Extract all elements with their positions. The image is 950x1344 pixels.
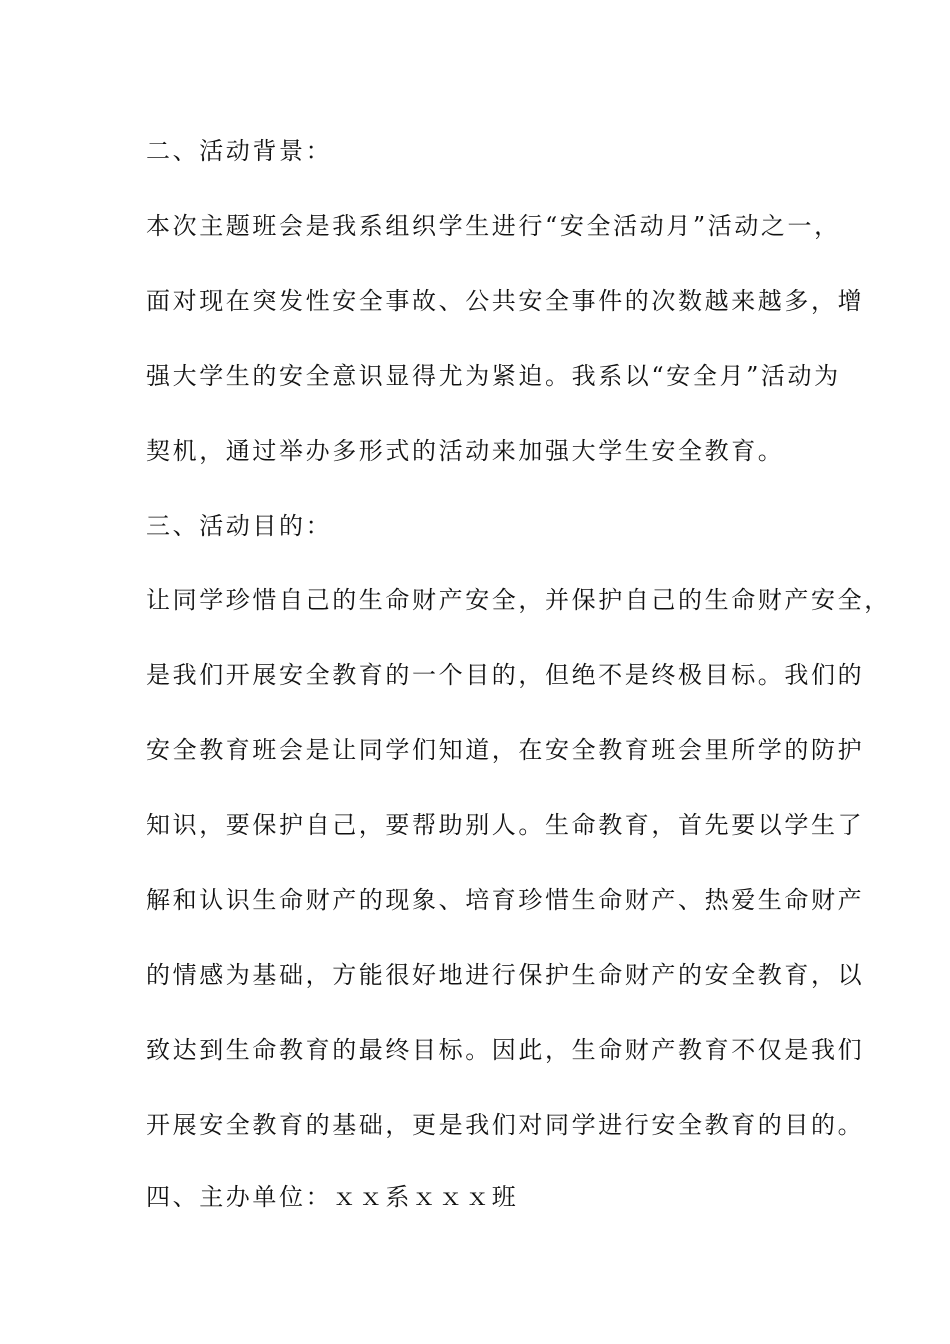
- paragraph-line: 是我们开展安全教育的一个目的，但绝不是终极目标。我们的: [146, 661, 865, 689]
- paragraph-line: 安全教育班会是让同学们知道，在安全教育班会里所学的防护: [146, 736, 865, 764]
- paragraph-line: 契机，通过举办多形式的活动来加强大学生安全教育。: [146, 437, 785, 465]
- paragraph-line: 致达到生命教育的最终目标。因此，生命财产教育不仅是我们: [146, 1036, 865, 1064]
- paragraph-line: 知识，要保护自己，要帮助别人。生命教育，首先要以学生了: [146, 811, 865, 839]
- paragraph-line: 面对现在突发性安全事故、公共安全事件的次数越来越多，增: [146, 287, 865, 315]
- section-heading-organizer: 四、主办单位：ｘｘ系ｘｘｘ班: [146, 1183, 519, 1211]
- paragraph-line: 强大学生的安全意识显得尤为紧迫。我系以“安全月”活动为: [146, 362, 841, 390]
- paragraph-line: 开展安全教育的基础，更是我们对同学进行安全教育的目的。: [146, 1111, 865, 1139]
- paragraph-line: 解和认识生命财产的现象、培育珍惜生命财产、热爱生命财产: [146, 886, 865, 914]
- paragraph-line: 本次主题班会是我系组织学生进行“安全活动月”活动之一，: [146, 212, 841, 240]
- section-heading-purpose: 三、活动目的：: [146, 512, 333, 540]
- paragraph-line: 的情感为基础，方能很好地进行保护生命财产的安全教育，以: [146, 961, 865, 989]
- section-heading-background: 二、活动背景：: [146, 137, 333, 165]
- paragraph-line: 让同学珍惜自己的生命财产安全，并保护自己的生命财产安全，: [146, 586, 891, 614]
